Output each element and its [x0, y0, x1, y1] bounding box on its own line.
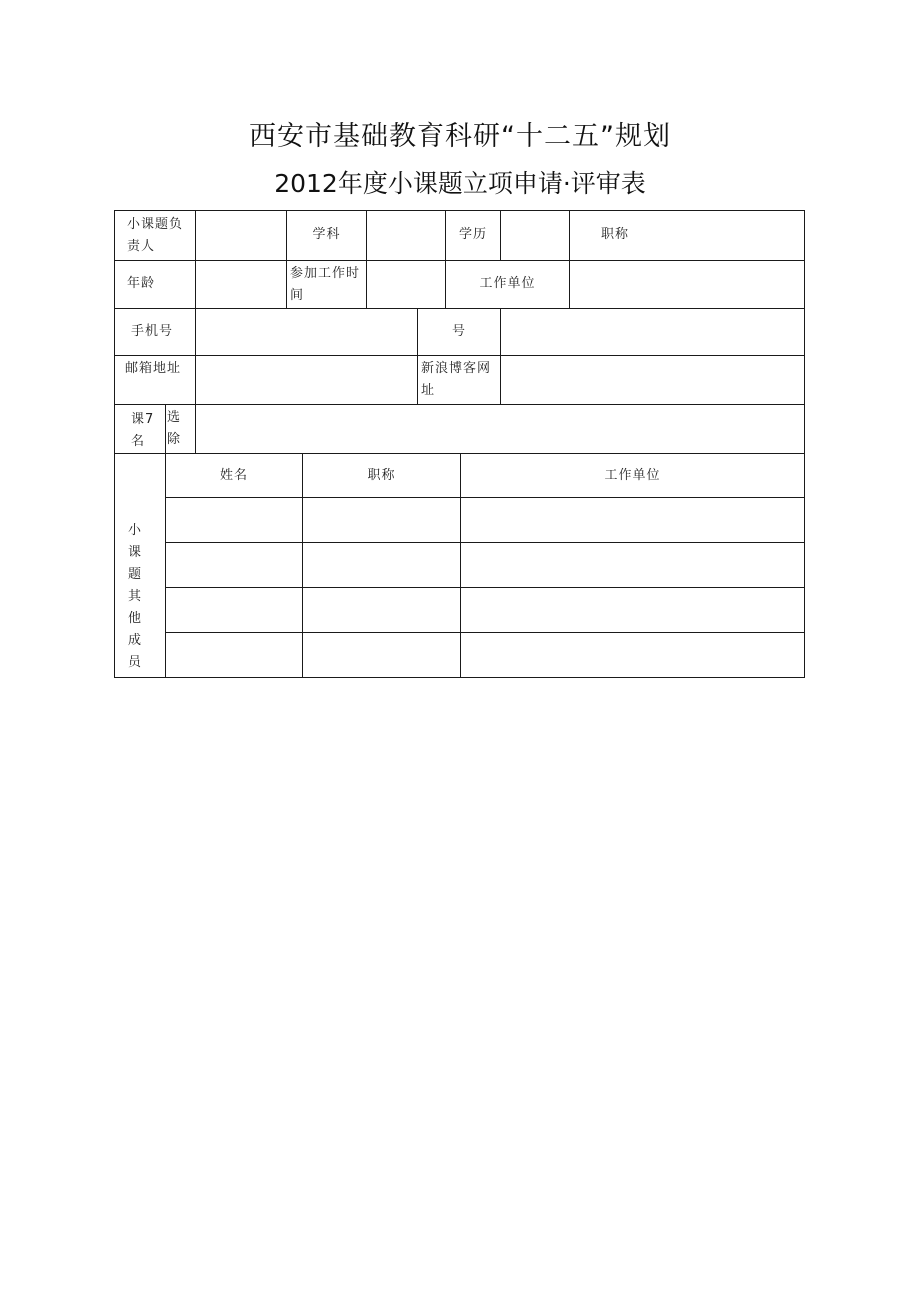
leader-label: 小课题负责人 [127, 217, 184, 254]
table-border-right [804, 210, 805, 678]
table-border-left [114, 210, 115, 678]
subject-label: 学科 [312, 227, 341, 242]
job-title-field[interactable] [660, 211, 804, 260]
member-title-header: 职称 [367, 468, 396, 483]
phone-field[interactable] [196, 309, 417, 355]
phone-label: 手机号 [131, 324, 174, 339]
member-row[interactable] [166, 498, 804, 542]
topic-field[interactable] [196, 405, 804, 453]
work-time-field[interactable] [367, 261, 445, 308]
age-field[interactable] [196, 261, 286, 308]
member-row[interactable] [166, 588, 804, 632]
education-field[interactable] [501, 211, 569, 260]
qq-label: 号 [451, 324, 466, 339]
member-row[interactable] [166, 633, 804, 677]
members-side-label: 小课题其他成员 [128, 523, 148, 670]
col-divider [286, 260, 287, 308]
page-subtitle: 2012年度小课题立项申请·评审表 [274, 169, 646, 198]
education-label: 学历 [458, 227, 487, 242]
email-label: 邮箱地址 [125, 361, 182, 376]
member-unit-header: 工作单位 [604, 468, 661, 483]
topic-sub-label: 选除 [167, 410, 182, 447]
work-unit-label: 工作单位 [479, 276, 536, 291]
email-field[interactable] [196, 356, 417, 404]
page-title: 西安市基础教育科研“十二五”规划 [249, 121, 671, 152]
age-label: 年龄 [127, 276, 156, 291]
topic-label: 课7名 [131, 412, 155, 449]
job-title-label: 职称 [600, 227, 629, 242]
work-unit-field[interactable] [570, 261, 804, 308]
member-name-header: 姓名 [219, 468, 248, 483]
leader-field[interactable] [196, 211, 286, 260]
member-row[interactable] [166, 543, 804, 587]
subject-field[interactable] [367, 211, 445, 260]
col-divider [165, 404, 166, 453]
blog-label: 新浪博客网址 [421, 361, 492, 398]
work-time-label: 参加工作时间 [290, 266, 361, 303]
qq-field[interactable] [501, 309, 804, 355]
blog-field[interactable] [501, 356, 804, 404]
